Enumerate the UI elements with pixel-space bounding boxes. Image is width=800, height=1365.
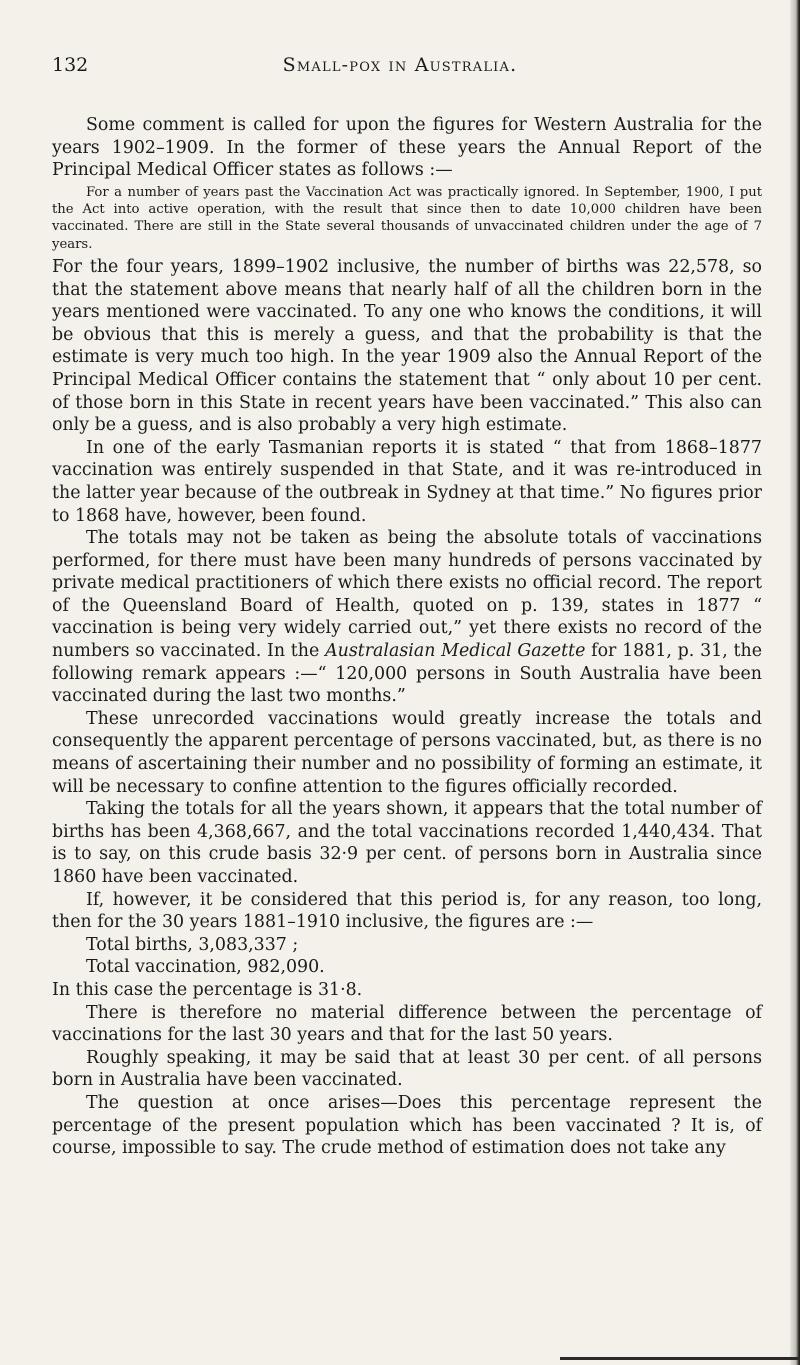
quoted-report: For a number of years past the Vaccination Act was practically ignored. In September, 1900, I put the Act into active operation, with the result that since then to date 10,000 children have been vaccinated. There are still in the State several thousands of unvaccinated children under the age of 7 years. bbox=[52, 184, 762, 252]
paragraph-question: The question at once arises—Does this percentage represent the percentage of the present population which has been vaccinated ? It is, of course, impossible to say. The crude method of estimation does not take any bbox=[52, 1092, 762, 1159]
paragraph-totals-text-b: for 1881, p. 31, the following remark appears :—“ 120,000 persons in South Australia have been vaccinated during the last two months.” bbox=[52, 641, 762, 707]
paragraph-western-australia: Some comment is called for upon the figures for Western Australia for the years 1902–1909. In the former of these years the Annual Report of the Principal Medical Officer states as follows :— bbox=[52, 115, 762, 181]
paragraph-totals-text-a: The totals may not be taken as being the absolute totals of vaccinations performed, for there must have been many hundreds of persons vaccinated by private medical practitioners of which there exists no official record. The report of the Queensland Board of Health, quoted on p. 139, states in 1877 “ vaccination is being very widely carried out,” yet there exists no record of the numbers so vaccinated. In the bbox=[52, 528, 762, 662]
paragraph-totals bbox=[52, 527, 762, 708]
page-header bbox=[52, 54, 748, 84]
paragraph-births: For the four years, 1899–1902 inclusive, the number of births was 22,578, so that the statement above means that nearly half of all the children born in the years mentioned were vaccinated. To any one who knows the conditions, it will be obvious that this is merely a guess, and that the probability is that the estimate is very much too high. In the year 1909 also the Annual Report of the Principal Medical Officer contains the statement that “ only about 10 per cent. of those born in this State in recent years have been vaccinated.” This also can only be a guess, and is also probably a very high estimate. bbox=[52, 256, 762, 436]
journal-title: Australasian Medical Gazette bbox=[325, 641, 586, 662]
paragraph-all-years: Taking the totals for all the years shown, it appears that the total number of births has been 4,368,667, and the total vaccinations recorded 1,440,434. That is to say, on this crude basis 32·9 per cent. of persons born in Australia since 1860 have been vaccinated. bbox=[52, 799, 762, 887]
page-body bbox=[52, 114, 762, 1160]
page-number: 132 bbox=[52, 54, 89, 76]
figure-total-vaccination: Total vaccination, 982,090. bbox=[86, 957, 325, 978]
running-title: Small-pox in Australia. bbox=[282, 54, 518, 76]
paragraph-no-difference: There is therefore no material difference between the percentage of vaccinations for the last 30 years and that for the last 50 years. bbox=[52, 1002, 762, 1046]
paragraph-tasmania: In one of the early Tasmanian reports it is stated “ that from 1868–1877 vaccination was entirely suspended in that State, and it was re-introduced in the latter year because of the outbreak in Sydney at that time.” No figures prior to 1868 have, however, been found. bbox=[52, 437, 762, 526]
paragraph-30-years: If, however, it be considered that this period is, for any reason, too long, then for the 30 years 1881–1910 inclusive, the figures are :— bbox=[52, 889, 762, 933]
page-edge-shadow bbox=[790, 0, 800, 1365]
page-bottom-edge bbox=[560, 1357, 800, 1360]
figure-total-births: Total births, 3,083,337 ; bbox=[86, 934, 299, 955]
paragraph-unrecorded: These unrecorded vaccinations would greatly increase the totals and consequently the apparent percentage of persons vaccinated, but, as there is no means of ascertaining their number and no possibility of forming an estimate, it will be necessary to confine attention to the figures officially recorded. bbox=[52, 708, 762, 797]
paragraph-roughly: Roughly speaking, it may be said that at least 30 per cent. of all persons born in Australia have been vaccinated. bbox=[52, 1047, 762, 1091]
paragraph-percentage: In this case the percentage is 31·8. bbox=[52, 979, 363, 1000]
